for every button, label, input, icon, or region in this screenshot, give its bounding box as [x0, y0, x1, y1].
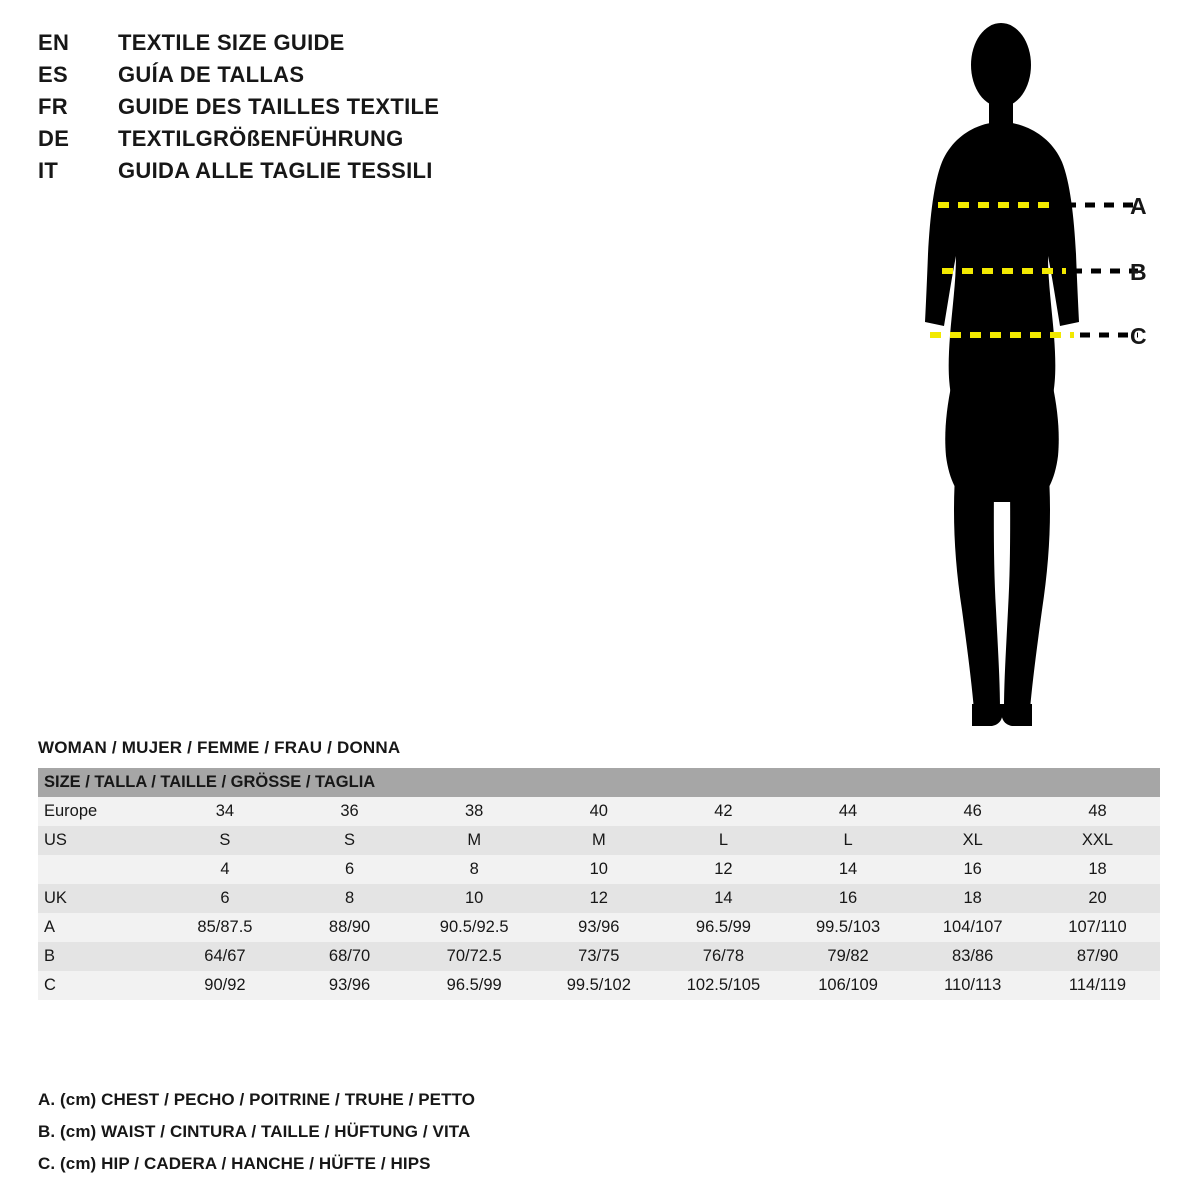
cell: 114/119	[1035, 971, 1160, 1000]
cell: 64/67	[163, 942, 288, 971]
title-block	[38, 30, 598, 190]
cell: 36	[287, 797, 412, 826]
cell: 14	[661, 884, 786, 913]
cell: 104/107	[910, 913, 1035, 942]
measure-label-b: B	[1130, 259, 1147, 285]
female-silhouette-icon	[880, 10, 1180, 750]
title-text-en: TEXTILE SIZE GUIDE	[118, 30, 345, 55]
cell: XL	[910, 826, 1035, 855]
cell: 16	[786, 884, 911, 913]
cell: 12	[537, 884, 662, 913]
measure-label-a: A	[1130, 193, 1147, 219]
cell: 90/92	[163, 971, 288, 1000]
measurement-figure	[880, 10, 1180, 750]
cell: 40	[537, 797, 662, 826]
title-row	[38, 158, 598, 188]
language-code-fr: FR	[38, 94, 68, 119]
cell: 85/87.5	[163, 913, 288, 942]
cell: 99.5/103	[786, 913, 911, 942]
cell: 6	[163, 884, 288, 913]
cell: 96.5/99	[661, 913, 786, 942]
row-label-us-numeric	[38, 855, 163, 884]
cell: M	[412, 826, 537, 855]
cell: 8	[287, 884, 412, 913]
title-text-fr: GUIDE DES TAILLES TEXTILE	[118, 94, 440, 119]
cell: 83/86	[910, 942, 1035, 971]
table-header-row	[38, 768, 1160, 797]
row-label-uk: UK	[38, 884, 163, 913]
title-row	[38, 30, 598, 60]
cell: 42	[661, 797, 786, 826]
cell: 34	[163, 797, 288, 826]
cell: S	[163, 826, 288, 855]
size-table	[38, 768, 1160, 1000]
row-label-c: C	[38, 971, 163, 1000]
cell: 10	[412, 884, 537, 913]
row-label-a: A	[38, 913, 163, 942]
size-table-section	[38, 738, 1160, 1000]
language-code-de: DE	[38, 126, 70, 151]
cell: 107/110	[1035, 913, 1160, 942]
cell: 93/96	[287, 971, 412, 1000]
cell: S	[287, 826, 412, 855]
title-row	[38, 62, 598, 92]
cell: 102.5/105	[661, 971, 786, 1000]
cell: 18	[1035, 855, 1160, 884]
footnote-a: A. (cm) CHEST / PECHO / POITRINE / TRUHE / PETTO	[38, 1090, 476, 1109]
cell: 44	[786, 797, 911, 826]
cell: 6	[287, 855, 412, 884]
cell: 88/90	[287, 913, 412, 942]
language-code-es: ES	[38, 62, 68, 87]
cell: 96.5/99	[412, 971, 537, 1000]
cell: 48	[1035, 797, 1160, 826]
cell: 73/75	[537, 942, 662, 971]
title-row	[38, 94, 598, 124]
footnotes	[38, 1090, 938, 1186]
table-row	[38, 855, 1160, 884]
cell: 10	[537, 855, 662, 884]
measure-label-c: C	[1130, 323, 1147, 349]
cell: 8	[412, 855, 537, 884]
title-text-it: GUIDA ALLE TAGLIE TESSILI	[118, 158, 433, 183]
table-row	[38, 971, 1160, 1000]
cell: L	[661, 826, 786, 855]
cell: 99.5/102	[537, 971, 662, 1000]
language-code-it: IT	[38, 158, 59, 183]
table-row	[38, 913, 1160, 942]
cell: 14	[786, 855, 911, 884]
cell: 79/82	[786, 942, 911, 971]
cell: 38	[412, 797, 537, 826]
cell: 46	[910, 797, 1035, 826]
cell: 76/78	[661, 942, 786, 971]
cell: 87/90	[1035, 942, 1160, 971]
table-row	[38, 826, 1160, 855]
cell: 12	[661, 855, 786, 884]
cell: 16	[910, 855, 1035, 884]
section-heading: WOMAN / MUJER / FEMME / FRAU / DONNA	[38, 738, 401, 757]
cell: XXL	[1035, 826, 1160, 855]
cell: 93/96	[537, 913, 662, 942]
language-code-en: EN	[38, 30, 70, 55]
table-header-label: SIZE / TALLA / TAILLE / GRÖSSE / TAGLIA	[38, 768, 1160, 797]
cell: 106/109	[786, 971, 911, 1000]
title-row	[38, 126, 598, 156]
table-row	[38, 884, 1160, 913]
cell: 90.5/92.5	[412, 913, 537, 942]
row-label-europe: Europe	[38, 797, 163, 826]
footnote-b: B. (cm) WAIST / CINTURA / TAILLE / HÜFTUNG / VITA	[38, 1122, 471, 1141]
table-row	[38, 942, 1160, 971]
row-label-us: US	[38, 826, 163, 855]
row-label-b: B	[38, 942, 163, 971]
cell: 110/113	[910, 971, 1035, 1000]
cell: 70/72.5	[412, 942, 537, 971]
cell: 20	[1035, 884, 1160, 913]
title-text-de: TEXTILGRÖßENFÜHRUNG	[118, 126, 404, 151]
footnote-c: C. (cm) HIP / CADERA / HANCHE / HÜFTE / HIPS	[38, 1154, 431, 1173]
cell: L	[786, 826, 911, 855]
cell: M	[537, 826, 662, 855]
cell: 68/70	[287, 942, 412, 971]
title-text-es: GUÍA DE TALLAS	[118, 62, 305, 87]
cell: 4	[163, 855, 288, 884]
cell: 18	[910, 884, 1035, 913]
table-row	[38, 797, 1160, 826]
